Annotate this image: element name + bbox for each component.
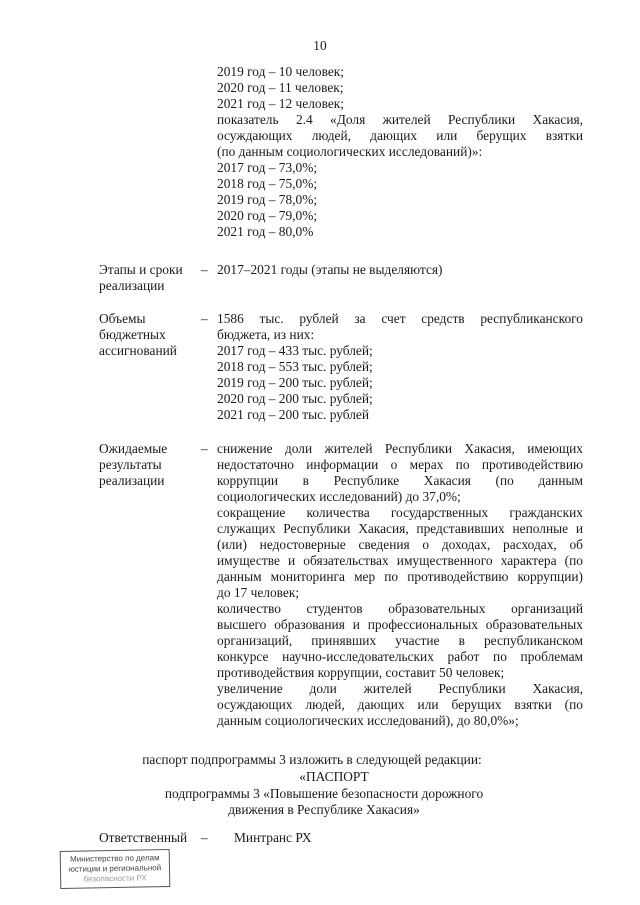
passport-title: «ПАСПОРТ xyxy=(299,769,369,784)
indicator-value: 2019 год – 78,0%; xyxy=(217,192,318,207)
funding-line: бюджета, из них: xyxy=(217,327,315,342)
results-line: количество студентов образовательных организаций xyxy=(217,601,583,616)
funding-label-line: ассигнований xyxy=(99,343,177,358)
results-line: осуждающих людей, дающих или берущих взятки (по xyxy=(217,697,583,712)
results-line: коррупции в Республике Хакасия (по данным xyxy=(217,473,583,488)
funding-label-line: бюджетных xyxy=(99,327,166,342)
funding-value: 2017 год – 433 тыс. рублей; xyxy=(217,343,373,358)
stamp-line: Министерство по делам xyxy=(70,853,160,864)
stamp-line: юстиции и региональной xyxy=(68,863,162,874)
results-line: недостаточно информации о мерах по противодействию xyxy=(217,457,583,472)
results-line: имуществе и обязательствах имущественного характера (по xyxy=(217,553,583,568)
results-line: до 17 человек; xyxy=(217,585,300,600)
funding-label-line: Объемы xyxy=(99,311,146,326)
funding-value: 2019 год – 200 тыс. рублей; xyxy=(217,375,373,390)
indicator-2-4-text: показатель 2.4 «Доля жителей Республики Хакасия, xyxy=(217,112,583,127)
stages-label xyxy=(99,262,199,294)
results-line: (или) недостоверные сведения о доходах, расходах, об xyxy=(217,537,583,552)
stages-label-line: реализации xyxy=(99,278,165,293)
passport-intro: паспорт подпрограммы 3 изложить в следующей редакции: xyxy=(142,752,482,767)
funding-value: 2020 год – 200 тыс. рублей; xyxy=(217,391,373,406)
passport-subtitle-line: движения в Республике Хакасия» xyxy=(228,802,420,817)
results-line: сокращение количества государственных гражданских xyxy=(217,505,583,520)
registration-stamp xyxy=(60,849,171,889)
results-label-line: реализации xyxy=(99,473,165,488)
results-dash: – xyxy=(201,441,208,456)
funding-label xyxy=(99,311,199,359)
stamp-line: безопасности РХ xyxy=(83,873,147,884)
indicator-value: 2020 год – 11 человек; xyxy=(217,80,344,95)
funding-value: 2018 год – 553 тыс. рублей; xyxy=(217,359,373,374)
indicator-value: 2018 год – 75,0%; xyxy=(217,176,318,191)
indicator-tail xyxy=(217,64,583,240)
indicator-value: 2021 год – 80,0% xyxy=(217,224,314,239)
results-label-line: Ожидаемые xyxy=(99,441,168,456)
indicator-value: 2017 год – 73,0%; xyxy=(217,160,318,175)
results-label xyxy=(99,441,199,489)
page-number: 10 xyxy=(313,38,327,53)
stages-text xyxy=(217,262,583,278)
funding-text xyxy=(217,311,583,423)
passport-subtitle-line: подпрограммы 3 «Повышение безопасности дорожного xyxy=(164,786,484,801)
results-line: противодействия коррупции, составит 50 человек; xyxy=(217,665,505,680)
results-line: данным мониторинга мер по противодействию коррупции) xyxy=(217,569,583,584)
results-line: организаций, принявших участие в республиканском xyxy=(217,633,583,648)
funding-value: 2021 год – 200 тыс. рублей xyxy=(217,407,370,422)
indicator-value: 2019 год – 10 человек; xyxy=(217,64,345,79)
results-line: социологических исследований) до 37,0%; xyxy=(217,489,461,504)
results-line: увеличение доли жителей Республики Хакасия, xyxy=(217,681,583,696)
funding-dash: – xyxy=(201,311,208,326)
stages-dash: – xyxy=(201,262,208,277)
results-text xyxy=(217,441,583,729)
responsible-value: Минтранс РХ xyxy=(234,830,312,845)
results-line: высшего образования и профессиональных образовательных xyxy=(217,617,583,632)
funding-line: 1586 тыс. рублей за счет средств республиканского xyxy=(217,311,583,326)
results-line: конкурсе научно-исследовательских работ по проблемам xyxy=(217,649,583,664)
responsible-label: Ответственный xyxy=(99,830,188,845)
stages-value: 2017–2021 годы (этапы не выделяются) xyxy=(217,262,443,277)
indicator-value: 2020 год – 79,0%; xyxy=(217,208,318,223)
stages-label-line: Этапы и сроки xyxy=(99,262,183,277)
indicator-value: 2021 год – 12 человек; xyxy=(217,96,345,111)
indicator-2-4-text: (по данным социологических исследований)»: xyxy=(217,144,483,159)
results-label-line: результаты xyxy=(99,457,162,472)
results-line: служащих Республики Хакасия, представивших неполные и xyxy=(217,521,583,536)
results-line: снижение доли жителей Республики Хакасия, имеющих xyxy=(217,441,583,456)
responsible-dash: – xyxy=(201,830,208,845)
results-line: данным социологических исследований), до 80,0%»; xyxy=(217,713,519,728)
indicator-2-4-text: осуждающих людей, дающих или берущих взятки xyxy=(217,128,583,143)
